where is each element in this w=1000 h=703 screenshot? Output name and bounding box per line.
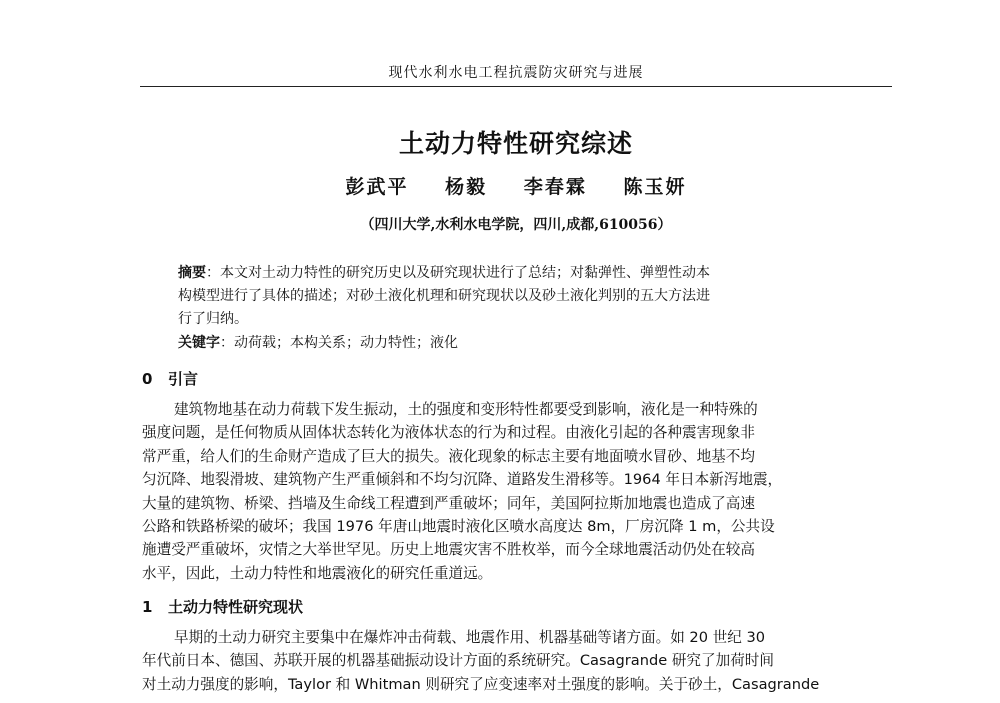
header-rule bbox=[140, 86, 892, 87]
status-paragraph bbox=[142, 626, 892, 696]
paragraph-line: 水平，因此，土动力特性和地震液化的研究任重道远。 bbox=[142, 564, 493, 582]
section-number: 1 bbox=[142, 598, 153, 616]
paragraph-line: 建筑物地基在动力荷载下发生振动，土的强度和变形特性都要受到影响，液化是一种特殊的 bbox=[174, 401, 758, 418]
author-name: 陈玉妍 bbox=[623, 176, 687, 198]
section-heading-status bbox=[142, 596, 303, 617]
section-number: 0 bbox=[142, 370, 153, 388]
paragraph-line: 匀沉降、地裂滑坡、建筑物产生严重倾斜和不均匀沉降、道路发生滑移等。1964 年日本新泻地震， bbox=[142, 471, 783, 489]
abstract-line: 行了归纳。 bbox=[178, 311, 248, 327]
paragraph-line: 常严重，给人们的生命财产造成了巨大的损失。液化现象的标志主要有地面喷水冒砂、地基不均 bbox=[142, 447, 755, 465]
abstract-line: 构模型进行了具体的描述；对砂土液化机理和研究现状以及砂土液化判别的五大方法进 bbox=[178, 288, 710, 304]
keywords-label: 关键字 bbox=[178, 335, 220, 351]
paragraph-line: 大量的建筑物、桥梁、挡墙及生命线工程遭到严重破坏；同年，美国阿拉斯加地震也造成了高速 bbox=[142, 494, 755, 512]
section-heading-intro bbox=[142, 368, 198, 389]
paragraph-line: 早期的土动力研究主要集中在爆炸冲击荷载、地震作用、机器基础等诸方面。如 20 世纪 30 bbox=[174, 629, 766, 646]
abstract-text: ：本文对土动力特性的研究历史以及研究现状进行了总结；对黏弹性、弹塑性动本 bbox=[206, 265, 710, 281]
section-title: 土动力特性研究现状 bbox=[168, 598, 304, 616]
affiliation: （四川大学,水利水电学院，四川,成都,610056） bbox=[360, 217, 672, 233]
keywords bbox=[178, 332, 858, 355]
paragraph-line: 年代前日本、德国、苏联开展的机器基础振动设计方面的系统研究。Casagrande 研究了加荷时间 bbox=[142, 652, 774, 670]
paragraph-line: 公路和铁路桥梁的破坏；我国 1976 年唐山地震时液化区喷水高度达 8m，厂房沉降 1 m，公共设 bbox=[142, 518, 775, 536]
paragraph-line: 施遭受严重破坏，灾情之大举世罕见。历史上地震灾害不胜枚举，而今全球地震活动仍处在较高 bbox=[142, 541, 755, 559]
section-title: 引言 bbox=[168, 370, 199, 388]
author-name: 杨毅 bbox=[445, 176, 488, 198]
author-name: 李春霖 bbox=[523, 176, 587, 198]
author-list bbox=[140, 172, 892, 199]
abstract-line bbox=[178, 262, 858, 285]
abstract bbox=[178, 262, 858, 331]
paragraph-line: 对土动力强度的影响，Taylor 和 Whitman 则研究了应变速率对土强度的影响。关于砂土，Casagrande bbox=[142, 675, 820, 693]
abstract-label: 摘要 bbox=[178, 265, 206, 281]
running-head: 现代水利水电工程抗震防灾研究与进展 bbox=[388, 65, 644, 81]
paper-title: 土动力特性研究综述 bbox=[398, 129, 633, 158]
paragraph-line: 强度问题，是任何物质从固体状态转化为液体状态的行为和过程。由液化引起的各种震害现象非 bbox=[142, 424, 755, 442]
intro-paragraph bbox=[142, 398, 892, 585]
author-name: 彭武平 bbox=[345, 176, 409, 198]
keywords-text: ：动荷载；本构关系；动力特性；液化 bbox=[220, 335, 458, 351]
